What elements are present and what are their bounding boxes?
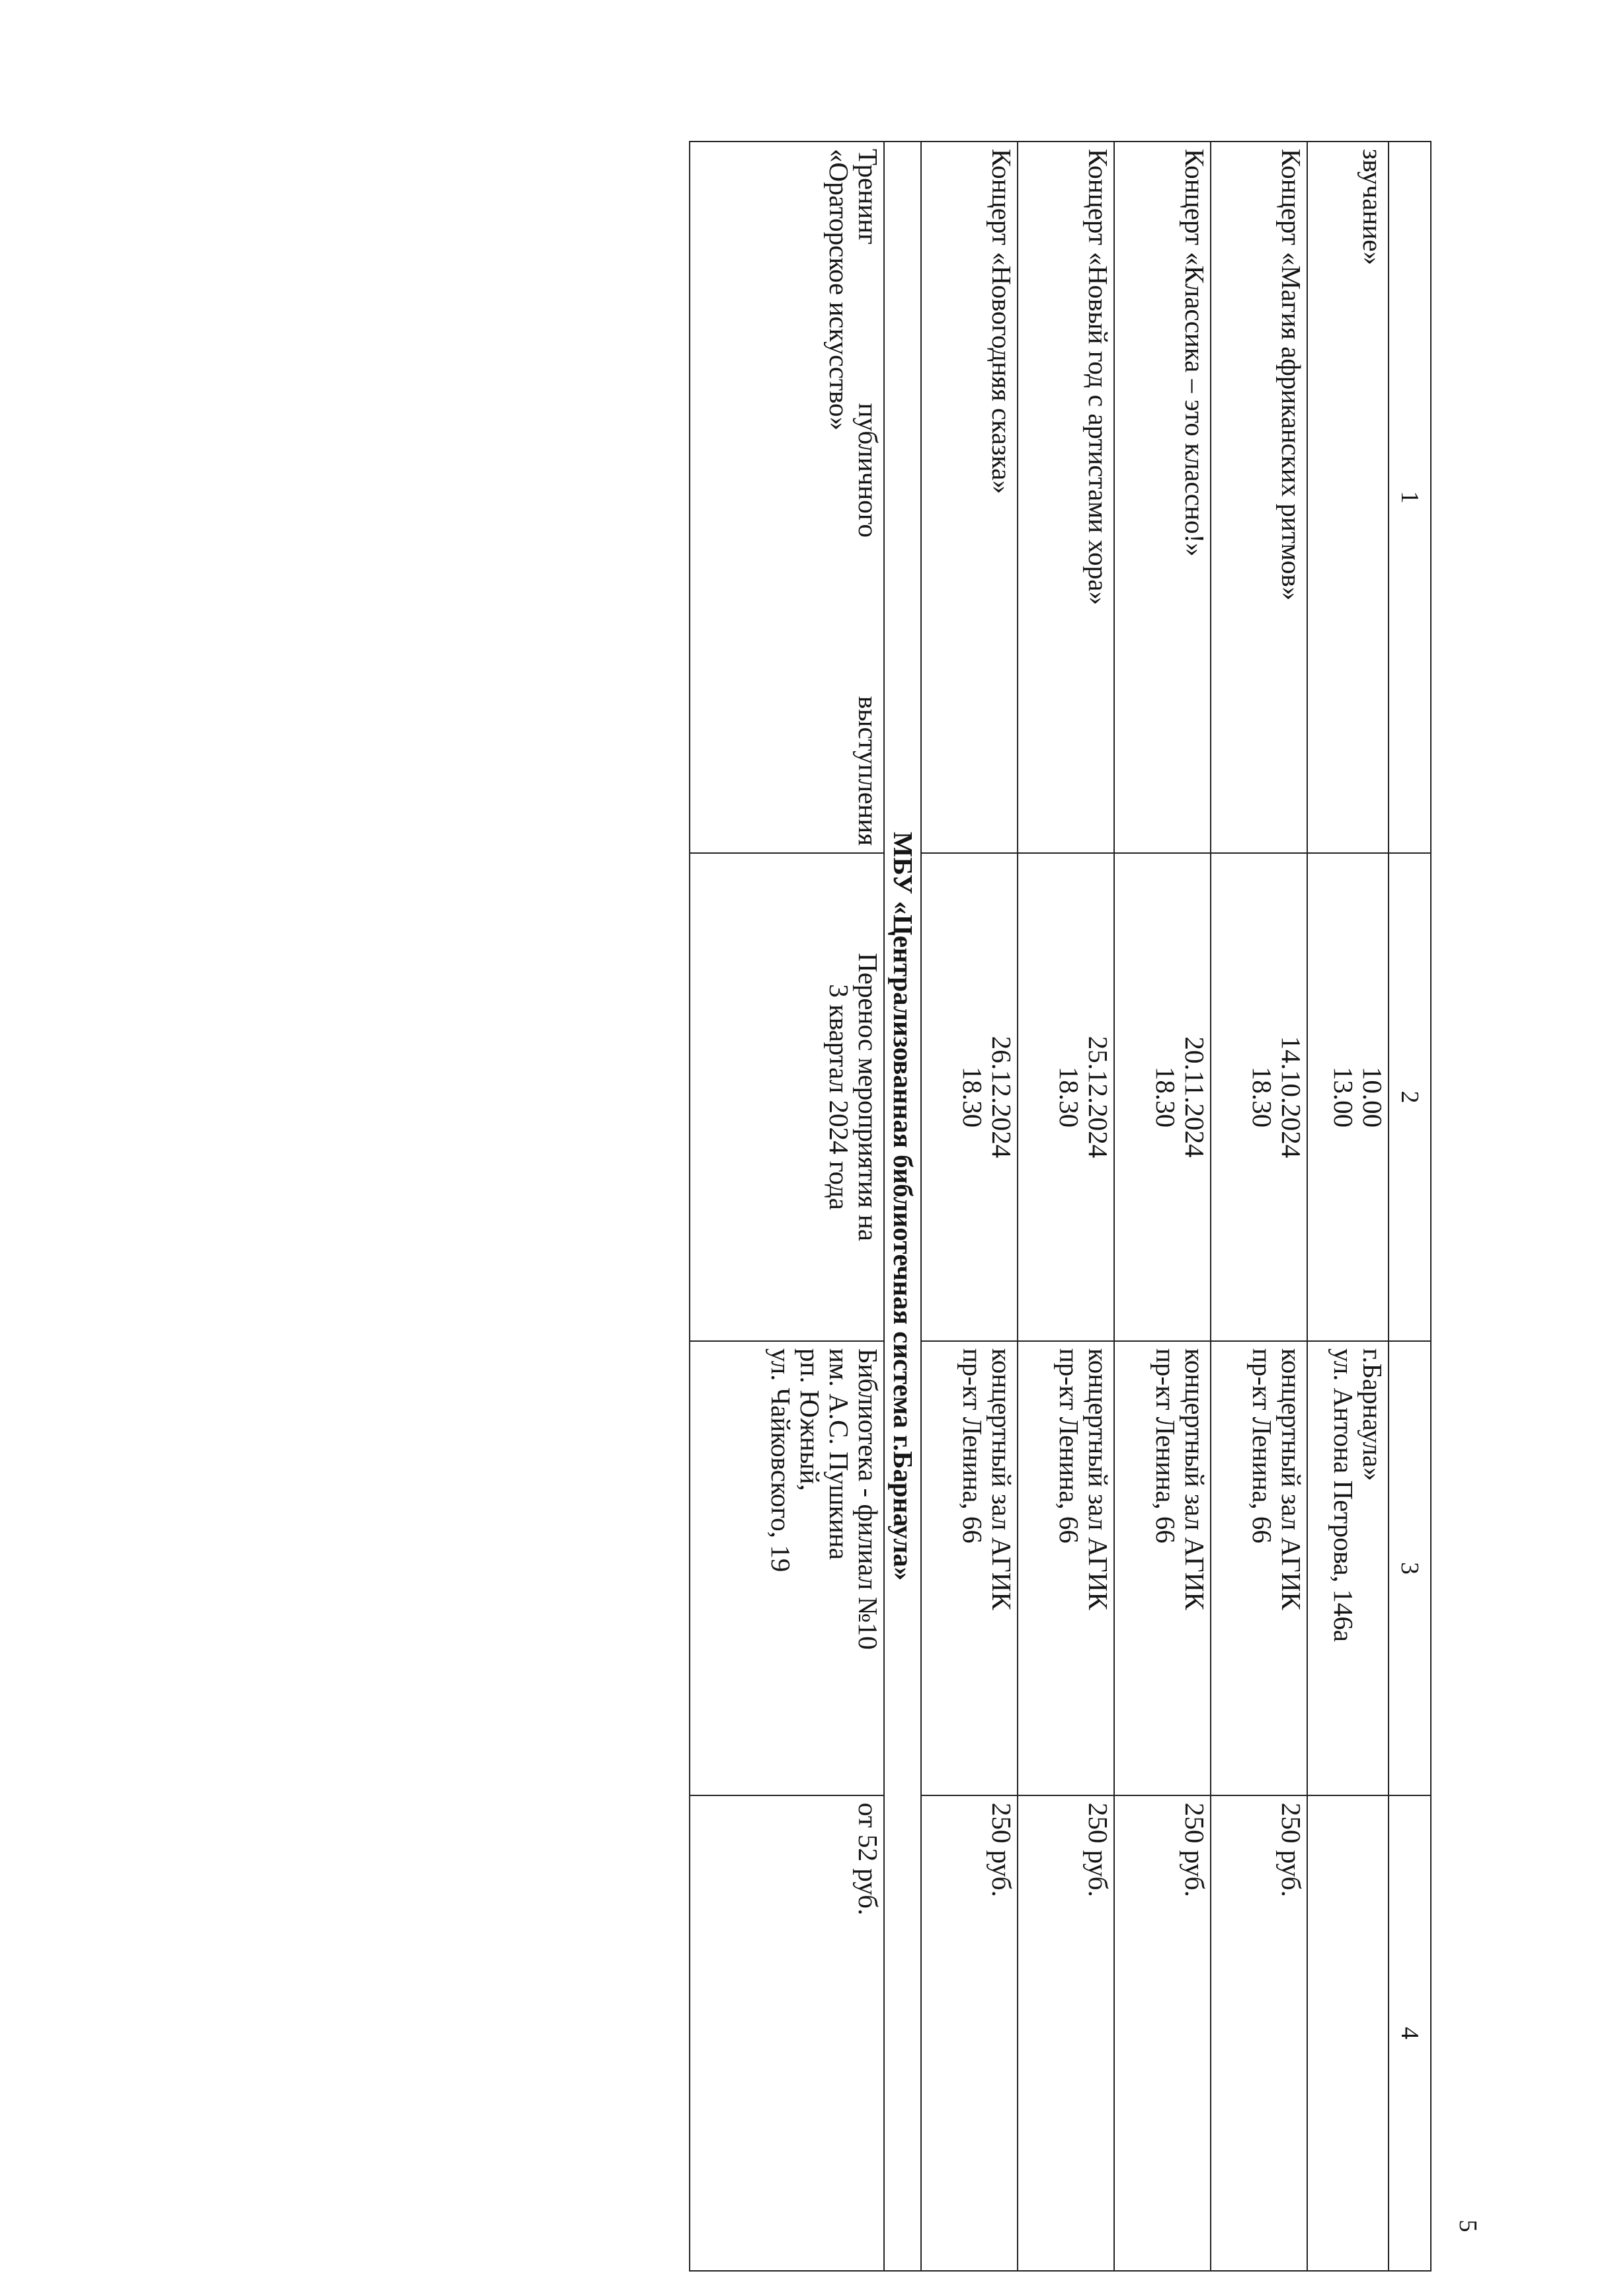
table-row [1307,142,1389,2271]
event-place: концертный зал АГИК пр-кт Ленина, 66 [1211,1341,1307,1795]
table-row [1018,142,1114,2271]
event-place: Библиотека - филиал №10 им. А.С. Пушкина рп. Южный, ул. Чайковского, 19 [690,1341,884,1795]
event-datetime: 25.12.2024 18.30 [1018,853,1114,1341]
event-datetime: 14.10.2024 18.30 [1211,853,1307,1341]
event-name: Концерт «Классика – это классно!» [1114,142,1211,853]
page-number: 5 [1454,2219,1482,2233]
event-place: концертный зал АГИК пр-кт Ленина, 66 [1114,1341,1211,1795]
events-table [689,141,1432,2270]
table-row [1211,142,1307,2271]
section-header-row [884,142,921,2271]
event-name: Концерт «Новогодняя сказка» [921,142,1018,853]
event-name: Тренинг публичного выступления «Ораторское искусство» [690,142,884,853]
event-datetime: Перенос мероприятия на 3 квартал 2024 года [690,853,884,1341]
event-datetime: 26.12.2024 18.30 [921,853,1018,1341]
event-name: Концерт «Магия африканских ритмов» [1211,142,1307,853]
event-price: 250 руб. [1114,1795,1211,2271]
column-number: 2 [1389,853,1431,1341]
event-price: от 52 руб. [690,1795,884,2271]
event-name: звучание» [1307,142,1389,853]
event-name: Концерт «Новый год с артистами хора» [1018,142,1114,853]
event-datetime: 10.00 13.00 [1307,853,1389,1341]
table-row [921,142,1018,2271]
event-price: 250 руб. [1018,1795,1114,2271]
event-place: г.Барнаула» ул. Антона Петрова, 146а [1307,1341,1389,1795]
column-number-row [1389,142,1431,2271]
column-number: 3 [1389,1341,1431,1795]
table-row [1114,142,1211,2271]
event-datetime: 20.11.2024 18.30 [1114,853,1211,1341]
event-price: 250 руб. [1211,1795,1307,2271]
column-number: 1 [1389,142,1431,853]
table-row [690,142,884,2271]
column-number: 4 [1389,1795,1431,2271]
event-price: 250 руб. [921,1795,1018,2271]
event-price [1307,1795,1389,2271]
section-title: МБУ «Централизованная библиотечная система г.Барнаула» [884,142,921,2271]
event-place: концертный зал АГИК пр-кт Ленина, 66 [1018,1341,1114,1795]
event-place: концертный зал АГИК пр-кт Ленина, 66 [921,1341,1018,1795]
